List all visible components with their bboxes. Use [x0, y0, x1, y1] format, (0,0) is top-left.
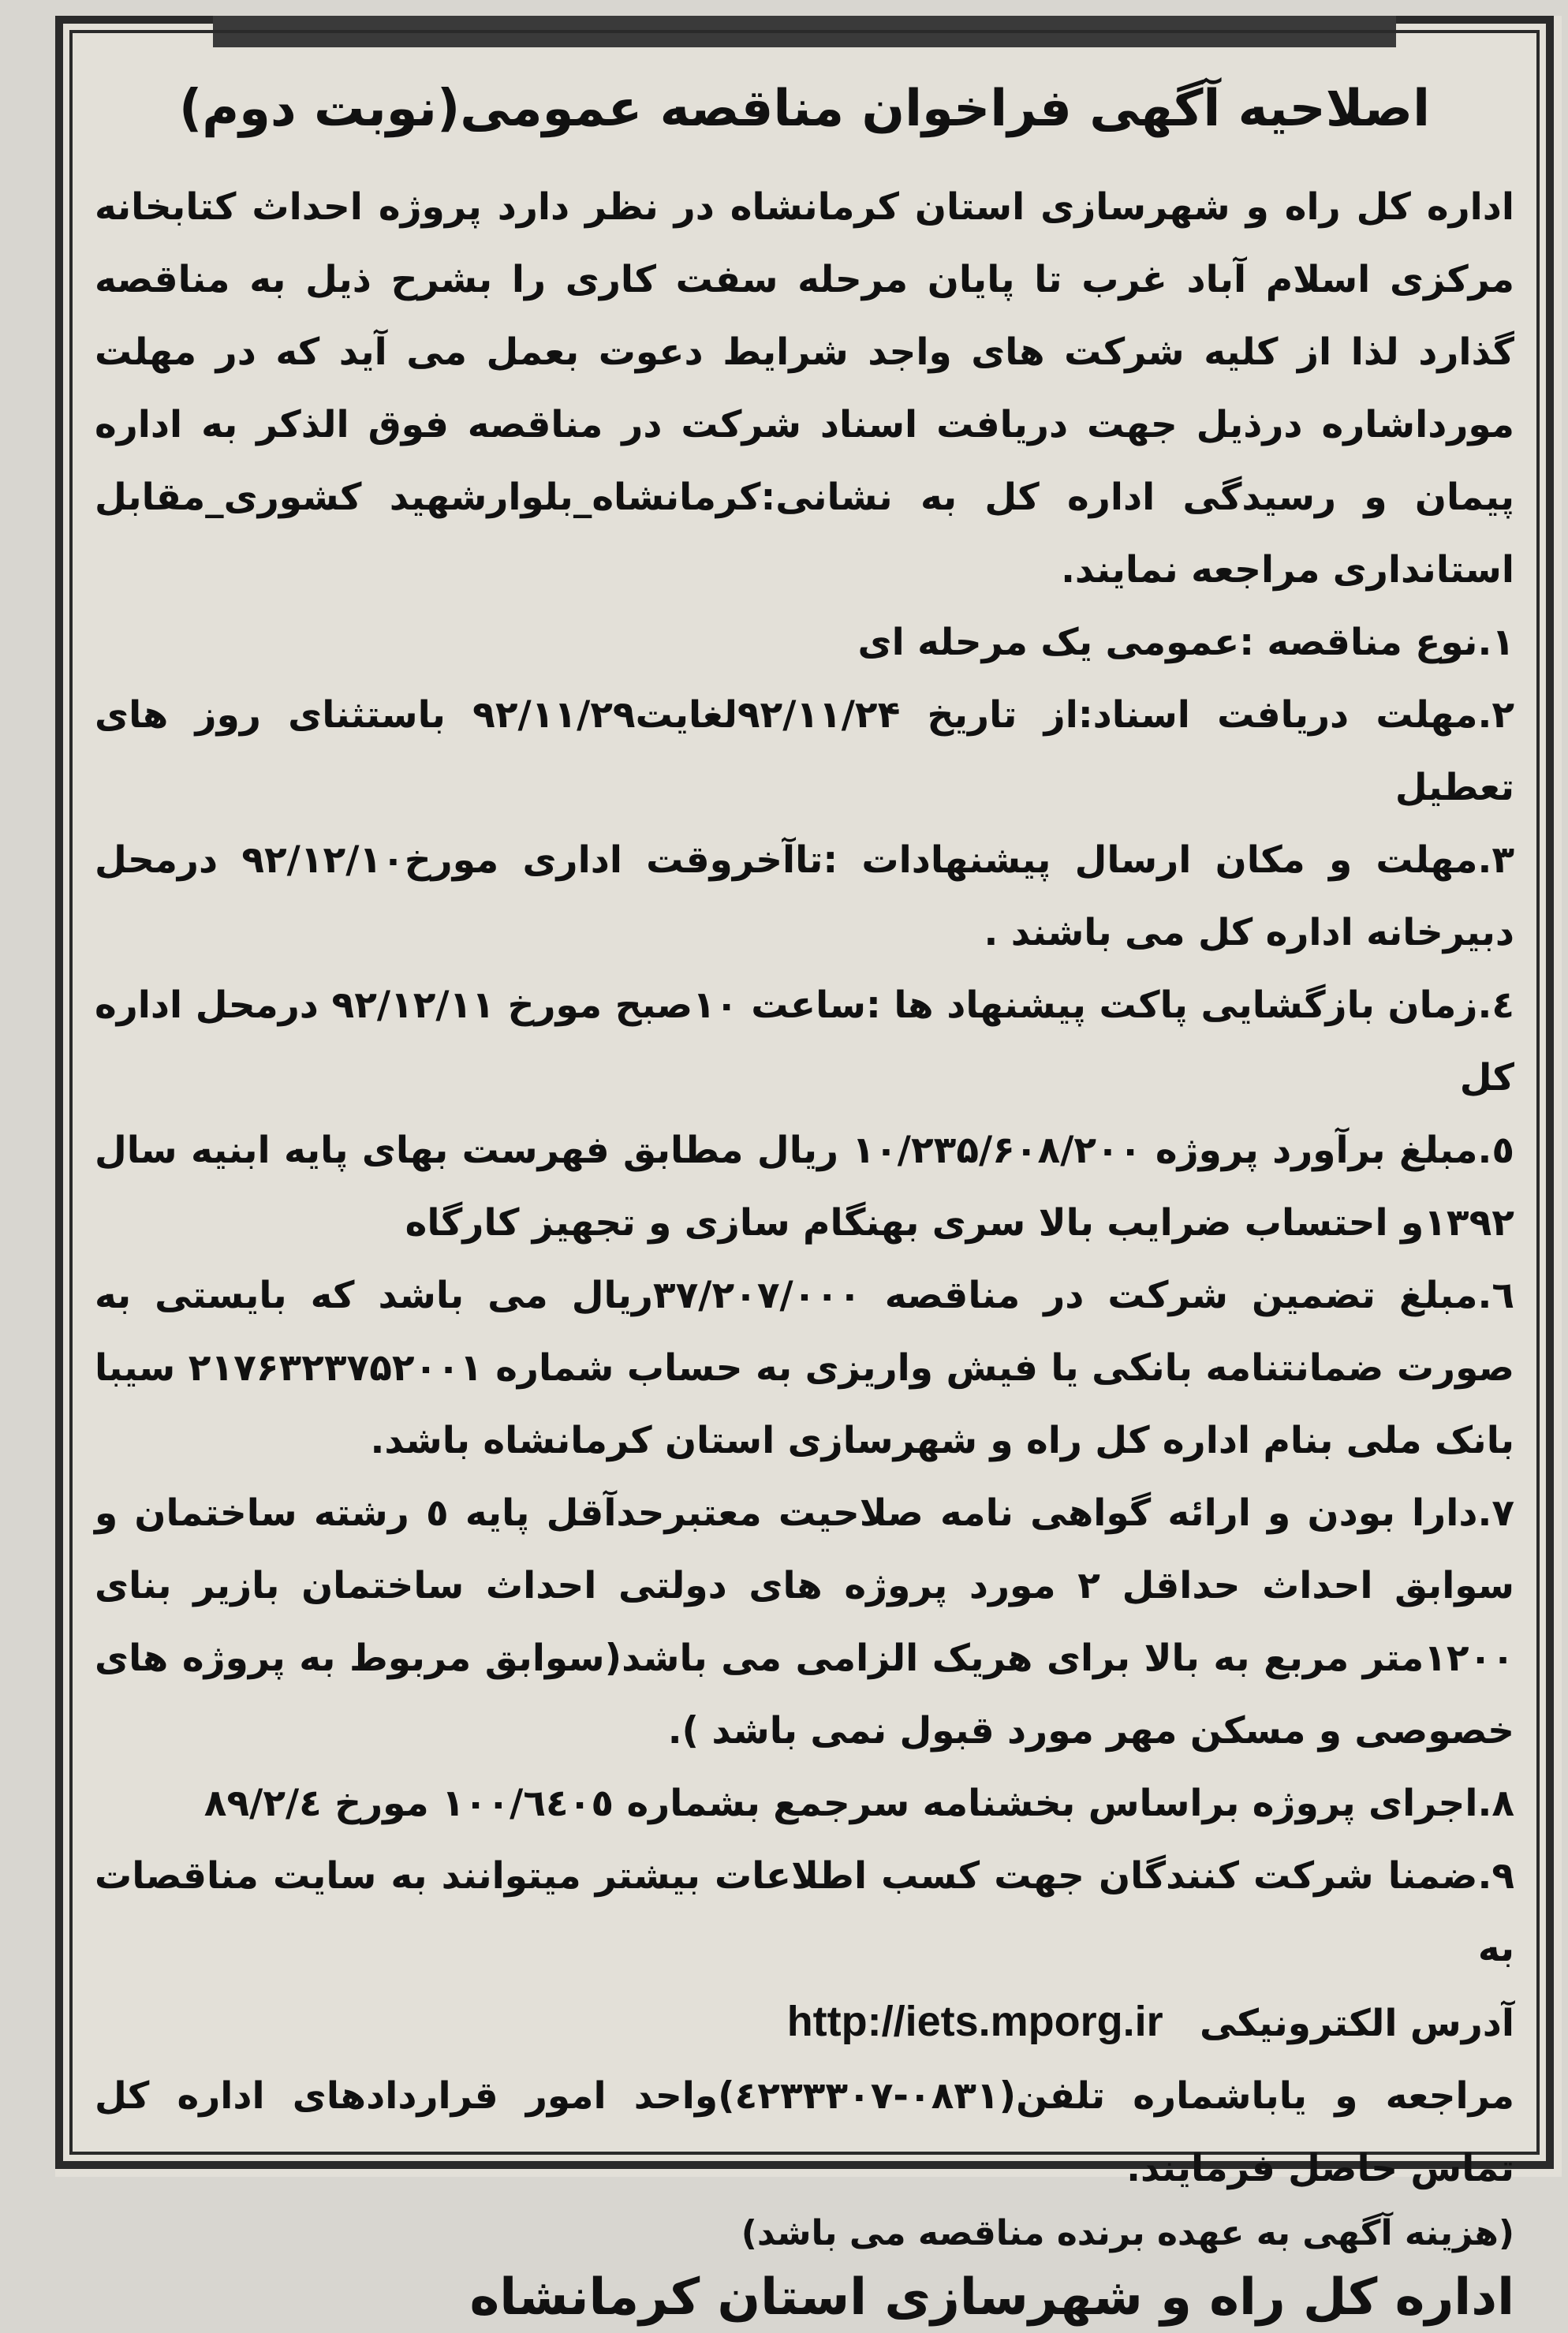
item-6-guarantee-amount: ٦.مبلغ تضمین شرکت در مناقصه ۳۷/۲۰۷/۰۰۰ریال می باشد که بایستی به صورت ضمانتنامه بانکی یا فیش واریزی به حساب شماره ۲۱۷۶۳۲۳۷۵۲۰۰۱ سیبا بانک ملی بنام اداره کل راه و شهرسازی استان کرمانشاه باشد.: [95, 1273, 1514, 1462]
item-4-opening-time: ٤.زمان بازگشایی پاکت پیشنهاد ها :ساعت ۱۰صبح مورخ ۹۲/۱۲/۱۱ درمحل اداره کل: [95, 983, 1514, 1099]
item-9-website-info: ۹.ضمنا شرکت کنندگان جهت کسب اطلاعات بیشتر میتوانند به سایت مناقصات به: [95, 1853, 1514, 1970]
item-2-document-deadline: ۲.مهلت دریافت اسناد:از تاریخ ۹۲/۱۱/۲۴لغایت۹۲/۱۱/۲۹ باستثنای روز های تعطیل: [95, 692, 1514, 809]
intro-paragraph: اداره کل راه و شهرسازی استان کرمانشاه در نظر دارد پروژه احداث کتابخانه مرکزی اسلام آباد غرب تا پایان مرحله سفت کاری را بشرح ذیل به مناقصه گذارد لذا از کلیه شرکت های واجد شرایط دعوت بعمل می آید که در مهلت مورداشاره درذیل جهت دریافت اسناد شرکت در مناقصه فوق الذکر به اداره پیمان و رسیدگی اداره کل به نشانی:کرمانشاه_بلوارشهید کشوری_مقابل استانداری مراجعه نمایند.: [95, 185, 1514, 592]
address-line: [95, 1985, 1514, 2060]
item-3-submission-deadline: ۳.مهلت و مکان ارسال پیشنهادات :تاآخروقت اداری مورخ۹۲/۱۲/۱۰ درمحل دبیرخانه اداره کل می باشند .: [95, 838, 1514, 954]
address-label: آدرس الکترونیکی: [1200, 2001, 1514, 2045]
notice-content: [95, 79, 1515, 2327]
notice-title: اصلاحیه آگهی فراخوان مناقصه عمومی(نوبت دوم): [178, 80, 1431, 138]
item-1-tender-type: ۱.نوع مناقصه :عمومی یک مرحله ای: [857, 620, 1514, 664]
website-url[interactable]: http://iets.mporg.ir: [786, 1997, 1163, 2045]
item-8-circular: ۸.اجرای پروژه براساس بخشنامه سرجمع بشماره ۱۰۰/٦٤۰٥ مورخ ۸۹/۲/٤: [203, 1781, 1514, 1825]
cost-note: (هزینه آگهی به عهده برنده مناقصه می باشد): [741, 2212, 1514, 2253]
item-7-qualification: ۷.دارا بودن و ارائه گواهی نامه صلاحیت معتبرحدآقل پایه ٥ رشته ساختمان و سوابق احداث حداقل ۲ مورد پروژه های دولتی احداث ساختمان بازیر بنای ۱۲۰۰متر مربع به بالا برای هریک الزامی می باشد(سوابق مربوط به پروژه های خصوصی و مسکن مهر مورد قبول نمی باشد ).: [95, 1491, 1514, 1753]
contact-paragraph: مراجعه و یاباشماره تلفن(۰۸۳۱-٤۲۳۳۳۰۷)واحد امور قراردادهای اداره کل تماس حاصل فرمایند.: [95, 2074, 1514, 2190]
item-5-estimated-amount: ٥.مبلغ برآورد پروژه ۱۰/۲۳۵/۶۰۸/۲۰۰ ریال مطابق فهرست بهای پایه ابنیه سال ۱۳۹۲و احتساب ضرایب بالا سری بهنگام سازی و تجهیز کارگاه: [95, 1128, 1515, 1245]
signature: اداره کل راه و شهرسازی استان کرمانشاه: [469, 2268, 1514, 2327]
newspaper-clipping: [55, 16, 1562, 2327]
